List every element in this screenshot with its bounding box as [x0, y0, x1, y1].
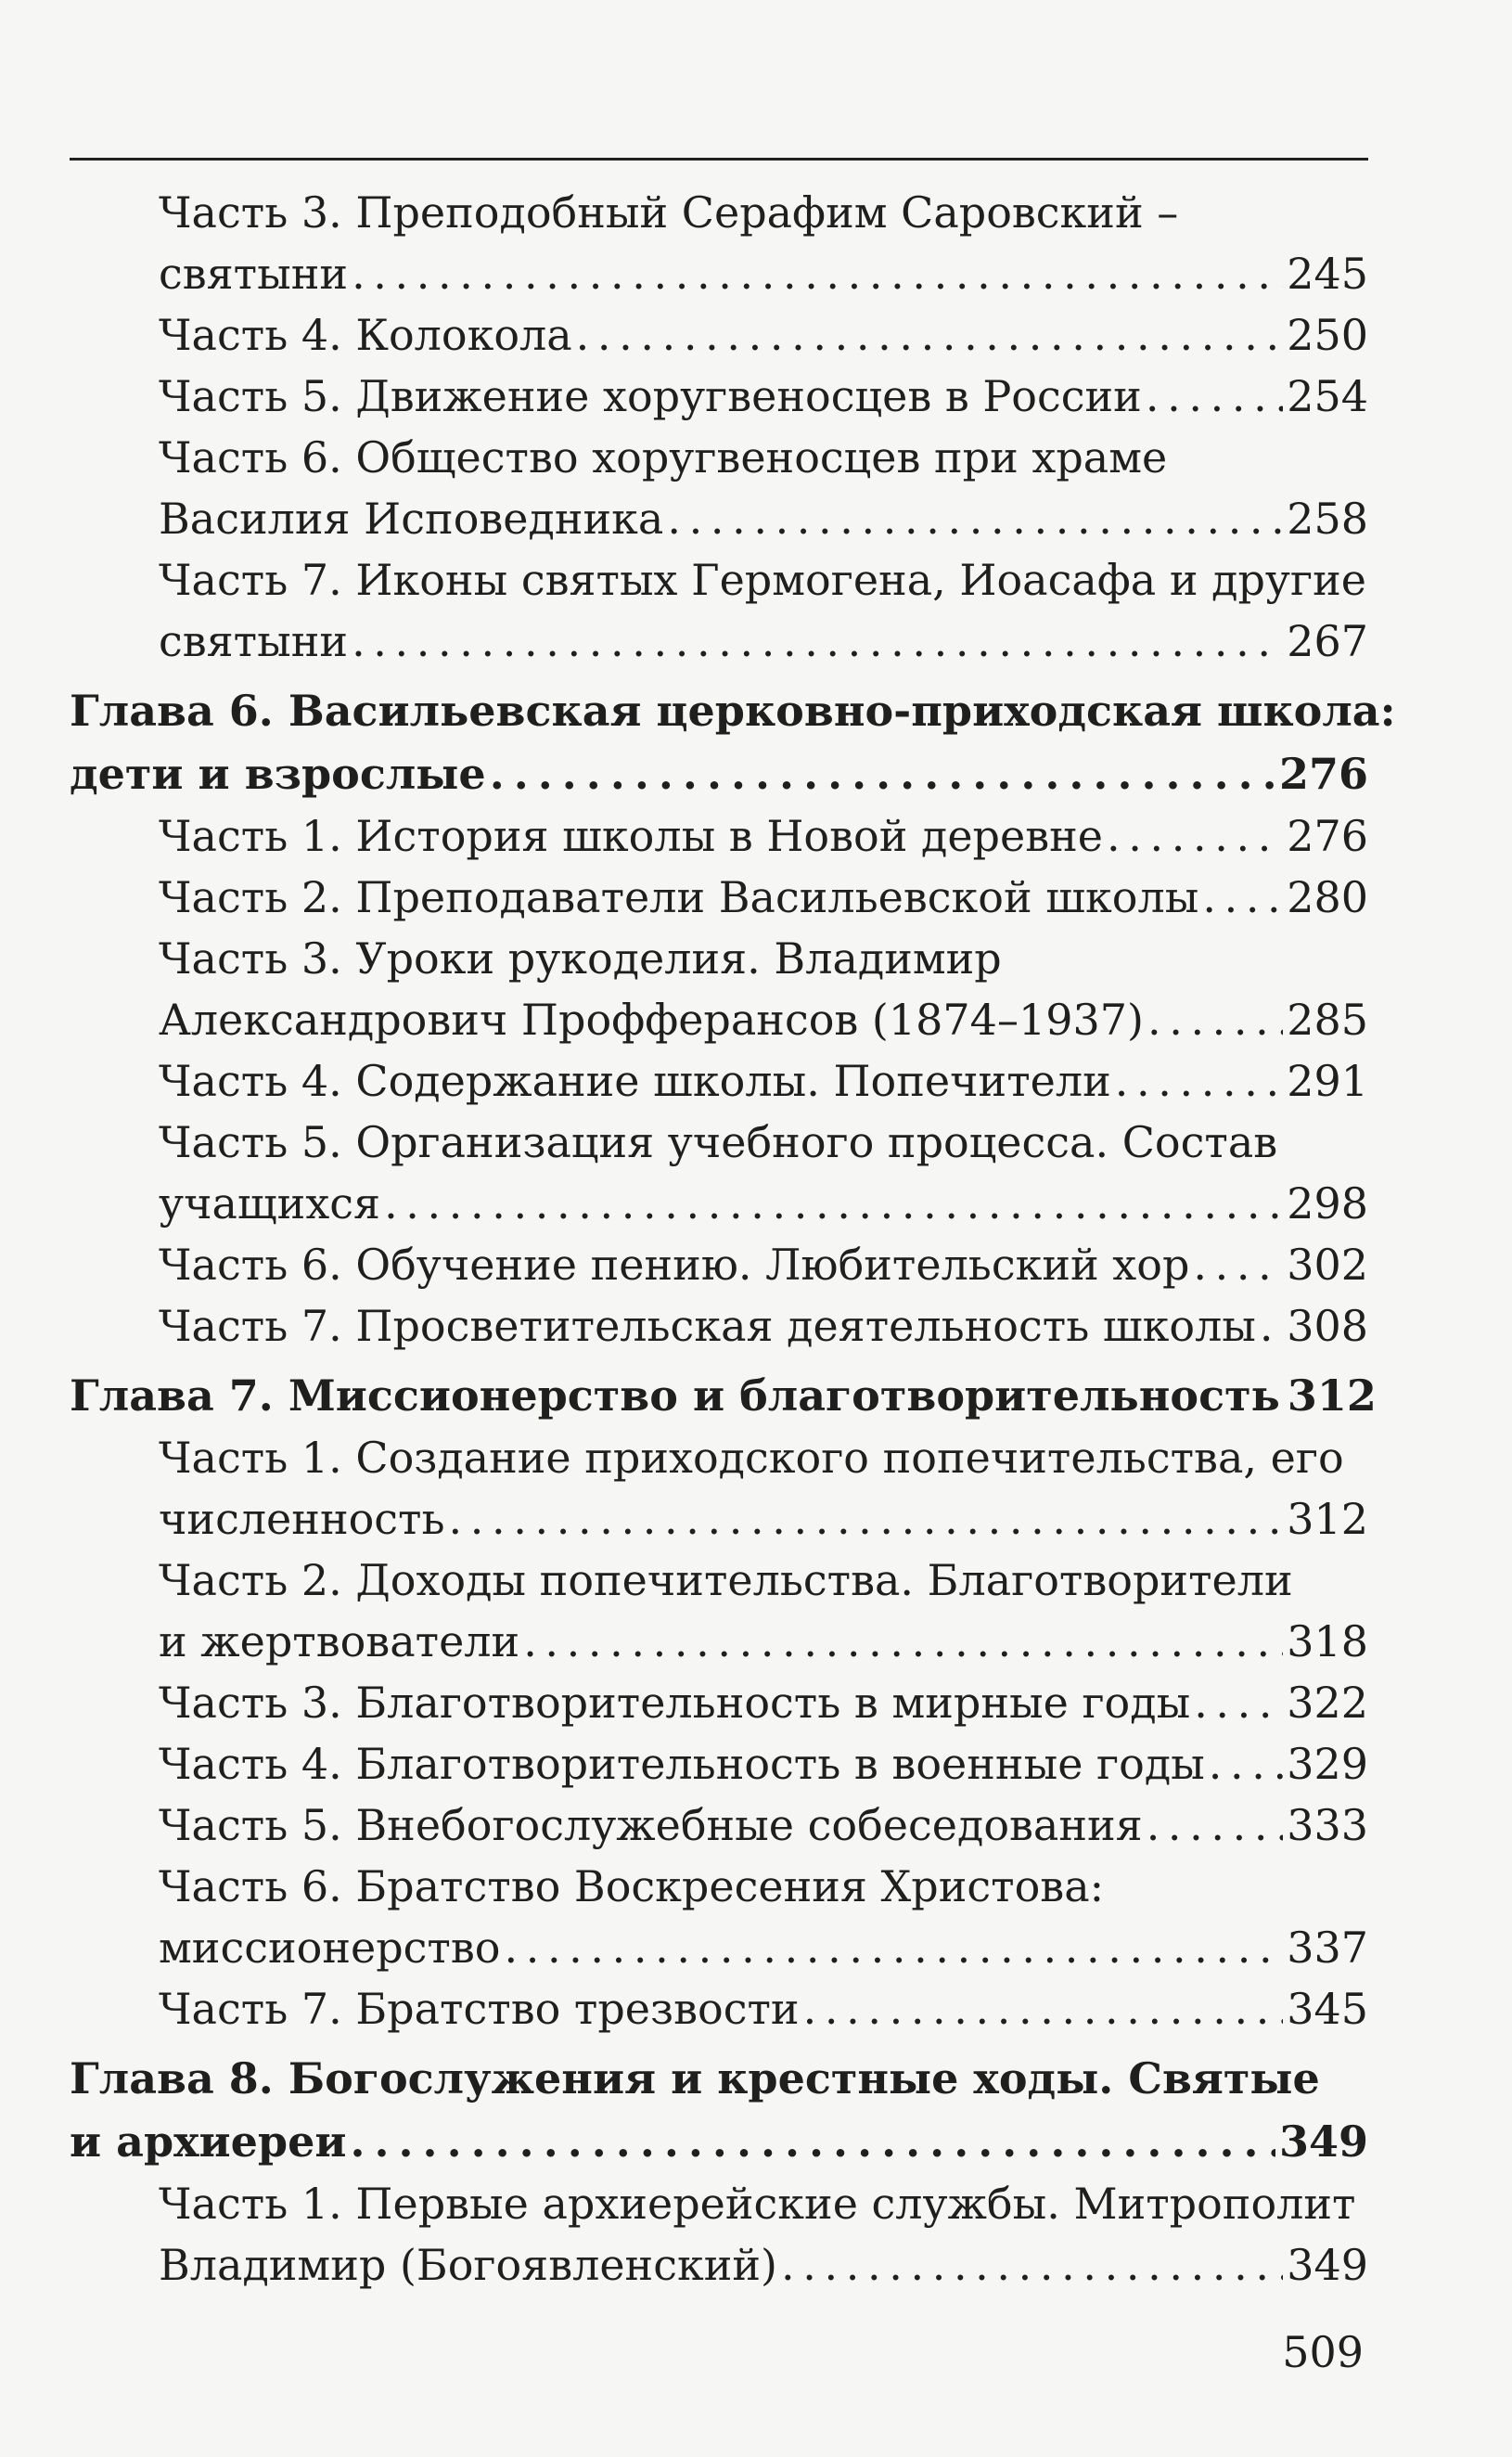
- toc-entry-title: Часть 7. Братство трезвости: [159, 1984, 800, 2034]
- toc-entry-last-line: [159, 488, 1368, 549]
- dot-leader: [1209, 1733, 1283, 1795]
- toc-part-entry: [159, 1672, 1368, 1733]
- toc-entry-last-line: [159, 1611, 1368, 1672]
- dot-leader: [1260, 1295, 1283, 1357]
- dot-leader: [667, 488, 1283, 549]
- toc-page-number: 280: [1287, 872, 1368, 922]
- toc-part-entry: [159, 366, 1368, 427]
- toc-entry-last-line: [159, 1672, 1368, 1733]
- toc-entry-last-line: [159, 304, 1368, 366]
- toc-page-number: 302: [1287, 1240, 1368, 1290]
- toc-page-number: 337: [1287, 1923, 1368, 1973]
- toc-page-number: 329: [1287, 1739, 1368, 1789]
- toc-part-entry: [159, 928, 1368, 1050]
- dot-leader: [490, 742, 1275, 805]
- toc-entry-title: святыни: [159, 616, 349, 666]
- toc-page-number: 285: [1287, 995, 1368, 1045]
- toc-entry-last-line: [159, 2234, 1368, 2296]
- toc-page-number: 345: [1287, 1984, 1368, 2034]
- toc-entry-title: Часть 1. История школы в Новой деревне: [159, 811, 1103, 861]
- toc-page-number: 245: [1287, 249, 1368, 299]
- toc-part-entry: [159, 1733, 1368, 1795]
- toc-chapter-entry: [70, 1364, 1377, 1427]
- toc-entry-title: и архиереи: [70, 2116, 347, 2167]
- toc-page-number: 312: [1287, 1370, 1377, 1421]
- toc-part-entry: [159, 304, 1368, 366]
- toc-part-entry: [159, 1234, 1368, 1295]
- toc-part-entry: [159, 867, 1368, 928]
- dot-leader: [352, 611, 1283, 672]
- toc-entry-title: Часть 4. Колокола: [159, 310, 572, 360]
- toc-page-number: 250: [1287, 310, 1368, 360]
- toc-entry-last-line: [159, 1917, 1368, 1978]
- toc-entry-title: Часть 2. Преподаватели Васильевской школы: [159, 872, 1199, 922]
- toc-entry-last-line: [159, 805, 1368, 867]
- toc-entry-last-line: [159, 1295, 1368, 1357]
- toc-entry-line: Часть 2. Доходы попечительства. Благотворители: [159, 1555, 1293, 1605]
- toc-page-number: 349: [1287, 2240, 1368, 2290]
- toc-entry-last-line: [159, 611, 1368, 672]
- toc-entry-last-line: [159, 1050, 1368, 1112]
- toc-entry-title: дети и взрослые: [70, 749, 486, 799]
- toc-page-number: 258: [1287, 494, 1368, 544]
- toc-entry-title: Часть 4. Содержание школы. Попечители: [159, 1056, 1111, 1106]
- toc-part-entry: [159, 805, 1368, 867]
- toc-entry-line: Часть 1. Создание приходского попечительства, его: [159, 1433, 1344, 1483]
- dot-leader: [523, 1611, 1283, 1672]
- toc-page-number: 291: [1287, 1056, 1368, 1106]
- toc-entry-title: учащихся: [159, 1178, 381, 1228]
- toc-entry-line: Часть 7. Иконы святых Гермогена, Иоасафа и другие: [159, 555, 1366, 605]
- toc-chapter-entry: [70, 2047, 1368, 2173]
- toc-entry-line: Часть 5. Организация учебного процесса. Состав: [159, 1117, 1278, 1167]
- toc-entry-last-line: [159, 1173, 1368, 1234]
- toc-entry-title: Владимир (Богоявленский): [159, 2240, 777, 2290]
- toc-part-entry: [159, 1112, 1368, 1234]
- toc-entry-line: Часть 6. Братство Воскресения Христова:: [159, 1861, 1105, 1911]
- dot-leader: [1146, 366, 1283, 427]
- toc-part-entry: [159, 1978, 1368, 2039]
- toc-entry-last-line: [159, 243, 1368, 304]
- toc-entry-last-line: [159, 1978, 1368, 2039]
- toc-entry-title: Часть 7. Просветительская деятельность школы: [159, 1301, 1256, 1351]
- toc-part-entry: [159, 2173, 1368, 2296]
- toc-entry-last-line: [70, 2110, 1368, 2173]
- toc-entry-last-line: [70, 742, 1368, 805]
- toc-entry-last-line: [159, 1733, 1368, 1795]
- dot-leader: [352, 243, 1283, 304]
- dot-leader: [1107, 805, 1283, 867]
- toc-page-number: 349: [1278, 2116, 1368, 2167]
- toc-entry-last-line: [159, 1488, 1368, 1550]
- toc-part-entry: [159, 1795, 1368, 1856]
- toc-entry-line: Часть 3. Преподобный Серафим Саровский –: [159, 187, 1179, 238]
- toc-part-entry: [159, 1295, 1368, 1357]
- dot-leader: [1147, 989, 1283, 1050]
- toc-part-entry: [159, 1856, 1368, 1978]
- toc-entry-title: численность: [159, 1494, 445, 1544]
- toc-page-number: 267: [1287, 616, 1368, 666]
- toc-page-number: 276: [1287, 811, 1368, 861]
- toc-page-number: 254: [1287, 371, 1368, 421]
- toc-part-entry: [159, 549, 1368, 672]
- toc-entry-title: Часть 4. Благотворительность в военные годы: [159, 1739, 1205, 1789]
- toc-page-number: 322: [1287, 1678, 1368, 1728]
- table-of-contents: [70, 182, 1396, 2296]
- page-number: 509: [1282, 2327, 1364, 2377]
- toc-part-entry: [159, 427, 1368, 549]
- toc-page-number: 298: [1287, 1178, 1368, 1228]
- dot-leader: [350, 2110, 1275, 2173]
- dot-leader: [576, 304, 1284, 366]
- toc-entry-title: Часть 5. Внебогослужебные собеседования: [159, 1800, 1143, 1850]
- toc-entry-title: Глава 7. Миссионерство и благотворительность: [70, 1370, 1280, 1421]
- toc-entry-last-line: [70, 1364, 1377, 1427]
- header-rule: [70, 158, 1368, 161]
- toc-part-entry: [159, 1427, 1368, 1550]
- toc-entry-line: Часть 1. Первые архиерейские службы. Митрополит: [159, 2179, 1356, 2229]
- toc-entry-last-line: [159, 867, 1368, 928]
- dot-leader: [449, 1488, 1284, 1550]
- toc-page-number: 318: [1287, 1616, 1368, 1666]
- dot-leader: [504, 1917, 1283, 1978]
- toc-entry-line: Часть 6. Общество хоругвеносцев при храме: [159, 432, 1168, 482]
- toc-chapter-entry: [70, 679, 1396, 805]
- toc-entry-line: Глава 6. Васильевская церковно-приходская школа:: [70, 686, 1396, 736]
- toc-entry-last-line: [159, 366, 1368, 427]
- toc-entry-title: Часть 3. Благотворительность в мирные годы: [159, 1678, 1191, 1728]
- toc-entry-line: Часть 3. Уроки рукоделия. Владимир: [159, 933, 1002, 984]
- toc-entry-title: Василия Исповедника: [159, 494, 664, 544]
- toc-part-entry: [159, 1050, 1368, 1112]
- dot-leader: [384, 1173, 1283, 1234]
- toc-entry-title: миссионерство: [159, 1923, 501, 1973]
- dot-leader: [803, 1978, 1284, 2039]
- toc-part-entry: [159, 1550, 1368, 1672]
- toc-entry-title: Александрович Профферансов (1874–1937): [159, 995, 1144, 1045]
- toc-page-number: 308: [1287, 1301, 1368, 1351]
- dot-leader: [1194, 1672, 1283, 1733]
- dot-leader: [1193, 1234, 1283, 1295]
- dot-leader: [1147, 1795, 1284, 1856]
- dot-leader: [1202, 867, 1283, 928]
- toc-entry-title: и жертвователи: [159, 1616, 520, 1666]
- dot-leader: [781, 2234, 1283, 2296]
- toc-entry-last-line: [159, 1234, 1368, 1295]
- toc-entry-line: Глава 8. Богослужения и крестные ходы. Святые: [70, 2053, 1320, 2103]
- toc-entry-title: Часть 5. Движение хоругвеносцев в России: [159, 371, 1142, 421]
- toc-entry-title: Часть 6. Обучение пению. Любительский хор: [159, 1240, 1190, 1290]
- toc-part-entry: [159, 182, 1368, 304]
- toc-page-number: 276: [1278, 749, 1368, 799]
- dot-leader: [1115, 1050, 1283, 1112]
- toc-page-number: 312: [1287, 1494, 1368, 1544]
- toc-entry-title: святыни: [159, 249, 349, 299]
- toc-entry-last-line: [159, 989, 1368, 1050]
- toc-page-number: 333: [1287, 1800, 1368, 1850]
- toc-entry-last-line: [159, 1795, 1368, 1856]
